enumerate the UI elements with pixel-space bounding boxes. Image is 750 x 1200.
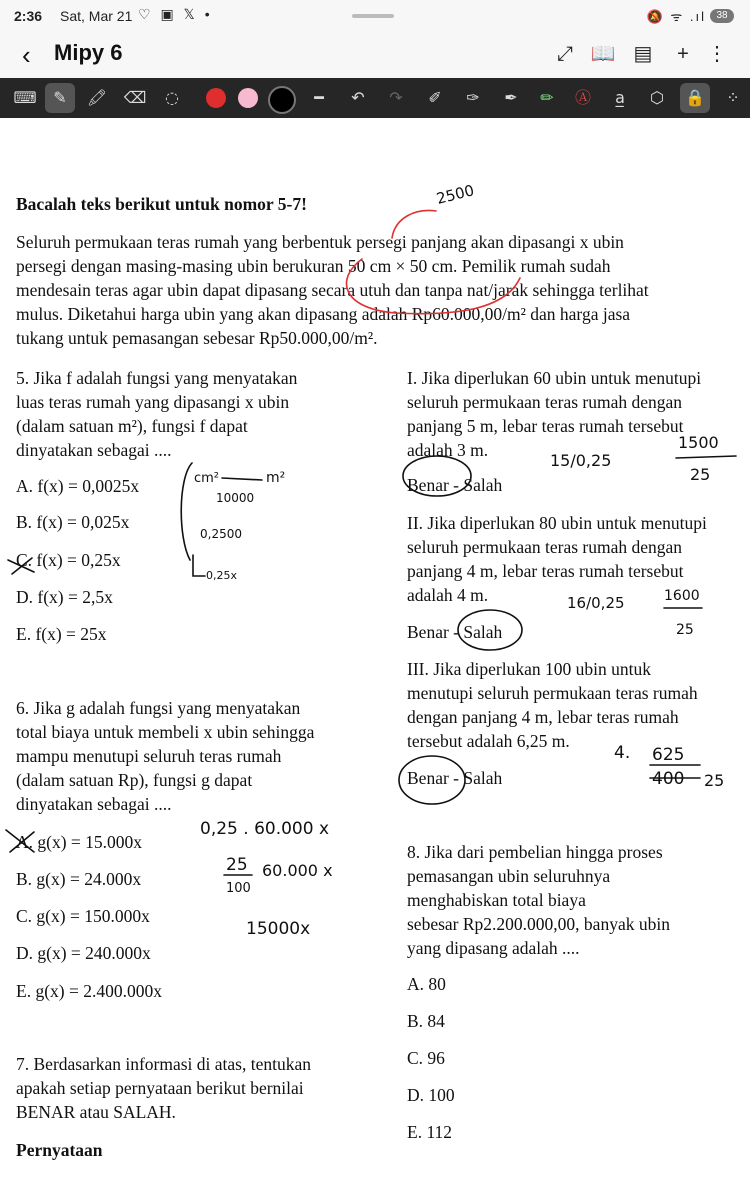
statement-1-line: seluruh permukaan teras rumah dengan: [407, 392, 683, 412]
section-heading: Bacalah teks berikut untuk nomor 5-7!: [16, 194, 307, 214]
hw-s2-frac-top: 1600: [664, 588, 700, 604]
intro-line: persegi dengan masing-masing ubin berukuran 50 cm × 50 cm. Pemilik rumah sudah: [16, 256, 611, 276]
drawing-toolbar: [0, 78, 750, 118]
statement-2-line: seluruh permukaan teras rumah dengan: [407, 537, 683, 557]
q6-line: 6. Jika g adalah fungsi yang menyatakan: [16, 698, 301, 718]
q5-line: luas teras rumah yang dipasangi x ubin: [16, 392, 290, 412]
statement-1-choice: Benar - Salah: [407, 475, 503, 495]
statements-heading: Pernyataan: [16, 1140, 103, 1160]
q8-line: yang dipasang adalah ....: [407, 938, 580, 958]
hw-arrow-2: [193, 555, 205, 576]
hw-s1-calc: 15/0,25: [550, 451, 612, 470]
q5-option-c: C. f(x) = 0,25x: [16, 550, 121, 570]
statement-2-line: adalah 4 m.: [407, 585, 489, 605]
hw-q6-d: 60.000 x: [262, 861, 333, 880]
text-box-icon[interactable]: a̲: [615, 88, 625, 107]
statement-2-choice: Benar - Salah: [407, 622, 503, 642]
hw-q5-a: cm²: [194, 471, 220, 486]
q8-option-e: E. 112: [407, 1122, 453, 1142]
q6-line: (dalam satuan Rp), fungsi g dapat: [16, 770, 253, 790]
intro-line: mendesain teras agar ubin dapat dipasang secara utuh dan tanpa nat/jarak sehingga terlihat: [16, 280, 649, 300]
statement-2-line: II. Jika diperlukan 80 ubin untuk menutupi: [407, 513, 707, 533]
hw-frac-line: [676, 456, 736, 458]
q6-line: dinyatakan sebagai ....: [16, 794, 172, 814]
hw-q5-d: 0,2500: [200, 527, 242, 541]
highlighter-icon[interactable]: 🖍: [86, 88, 108, 107]
q8-option-c: C. 96: [407, 1048, 445, 1068]
q8-line: 8. Jika dari pembelian hingga proses: [407, 842, 663, 862]
statement-1-line: adalah 3 m.: [407, 440, 489, 460]
statement-1-line: I. Jika diperlukan 60 ubin untuk menutupi: [407, 368, 702, 388]
battery-icon: 38: [710, 9, 734, 23]
q5-option-e: E. f(x) = 25x: [16, 624, 107, 644]
pen-icon[interactable]: ✎: [45, 83, 75, 113]
page-settings-icon[interactable]: ▤: [633, 43, 653, 65]
q7-line: BENAR atau SALAH.: [16, 1102, 176, 1122]
lock-icon[interactable]: 🔒: [680, 83, 710, 113]
color-pink[interactable]: [238, 88, 258, 108]
intro-line: Seluruh permukaan teras rumah yang berbentuk persegi panjang akan dipasangi x ubin: [16, 232, 624, 252]
q6-option-a: A. g(x) = 15.000x: [16, 832, 143, 852]
q5-option-a: A. f(x) = 0,0025x: [16, 476, 140, 496]
statement-3-choice: Benar - Salah: [407, 768, 503, 788]
statement-1-line: panjang 5 m, lebar teras rumah tersebut: [407, 416, 684, 436]
statement-3-line: III. Jika diperlukan 100 ubin untuk: [407, 659, 651, 679]
redo-icon[interactable]: ↷: [389, 88, 403, 107]
app-title-bar: [0, 32, 750, 78]
hw-q5-e: 0,25x: [206, 569, 238, 582]
shapes-icon[interactable]: ⬡: [650, 88, 664, 107]
hw-q5-b: m²: [266, 470, 286, 486]
q5-line: dinyatakan sebagai ....: [16, 440, 172, 460]
statement-2-line: panjang 4 m, lebar teras rumah tersebut: [407, 561, 684, 581]
eraser-icon[interactable]: ⌫: [123, 88, 147, 107]
undo-icon[interactable]: ↶: [351, 88, 365, 107]
q5-line: 5. Jika f adalah fungsi yang menyatakan: [16, 368, 298, 388]
hw-s3-a: 4.: [614, 743, 631, 763]
q5-line: (dalam satuan m²), fungsi f dapat: [16, 416, 248, 436]
book-icon[interactable]: 📖: [590, 43, 616, 65]
q5-option-d: D. f(x) = 2,5x: [16, 587, 113, 607]
multitask-handle[interactable]: [352, 14, 394, 18]
q6-option-d: D. g(x) = 240.000x: [16, 943, 151, 963]
hw-q6-b: 25: [226, 855, 248, 875]
q6-line: mampu menutupi seluruh teras rumah: [16, 746, 282, 766]
statement-3-line: menutupi seluruh permukaan teras rumah: [407, 683, 698, 703]
more-icon[interactable]: ⋮: [707, 43, 727, 65]
hw-s1-frac-bot: 25: [690, 465, 711, 484]
note-page[interactable]: [0, 118, 750, 1200]
add-icon[interactable]: +: [677, 43, 689, 65]
status-bar: [0, 0, 750, 32]
page-title: Mipy 6: [54, 40, 123, 65]
q6-option-c: C. g(x) = 150.000x: [16, 906, 150, 926]
q6-line: total biaya untuk membeli x ubin sehingga: [16, 722, 315, 742]
q5-option-b: B. f(x) = 0,025x: [16, 512, 130, 532]
q6-option-e: E. g(x) = 2.400.000x: [16, 981, 162, 1001]
hw-q6-c: 100: [226, 881, 251, 896]
stroke-width-icon[interactable]: ━: [314, 88, 324, 107]
q8-line: pemasangan ubin seluruhnya: [407, 866, 611, 886]
back-icon[interactable]: ‹: [22, 40, 31, 70]
hw-s3-b: 625: [652, 745, 685, 765]
hw-s2-frac-bot: 25: [676, 622, 694, 638]
notification-icons: ♡ ▣ 𝕏 •: [138, 6, 213, 22]
keyboard-icon[interactable]: ⌨: [13, 88, 37, 107]
hw-q6-a: 0,25 . 60.000 x: [200, 819, 330, 839]
q8-option-b: B. 84: [407, 1011, 445, 1031]
hw-bracket: [181, 463, 192, 560]
q8-option-d: D. 100: [407, 1085, 455, 1105]
q8-line: menghabiskan total biaya: [407, 890, 586, 910]
hw-arrow: [222, 478, 262, 480]
q7-line: 7. Berdasarkan informasi di atas, tentukan: [16, 1054, 311, 1074]
hw-q5-c: 10000: [216, 491, 255, 505]
grid-icon[interactable]: ⁘: [726, 88, 740, 107]
hw-top: 2500: [434, 181, 477, 208]
hw-s2-calc: 16/0,25: [567, 594, 625, 612]
text-style-icon[interactable]: Ⓐ: [574, 88, 591, 107]
intro-line: mulus. Diketahui harga ubin yang akan dipasang adalah Rp60.000,00/m² dan harga jasa: [16, 304, 631, 324]
signal-icons: 🔕 ᯤ .ıl: [646, 9, 706, 24]
q7-line: apakah setiap pernyataan berikut bernilai: [16, 1078, 304, 1098]
color-black[interactable]: [268, 86, 296, 114]
lasso-icon[interactable]: ◌: [165, 88, 179, 107]
hw-q6-e: 15000x: [246, 919, 311, 939]
expand-icon[interactable]: ⤢: [557, 43, 573, 65]
pen-plus-icon[interactable]: ✒: [504, 88, 518, 107]
color-red[interactable]: [206, 88, 226, 108]
statement-3-line: tersebut adalah 6,25 m.: [407, 731, 570, 751]
hw-s1-frac-top: 1500: [678, 433, 719, 452]
q6-option-b: B. g(x) = 24.000x: [16, 869, 142, 889]
q8-line: sebesar Rp2.200.000,00, banyak ubin: [407, 914, 670, 934]
shape-pen-icon[interactable]: ✐: [428, 88, 442, 107]
status-time: 2:36: [14, 8, 43, 24]
statement-3-line: dengan panjang 4 m, lebar teras rumah: [407, 707, 679, 727]
status-date: Sat, Mar 21: [60, 8, 133, 24]
hw-s3-c: 400: [652, 769, 685, 789]
timer-pen-icon[interactable]: ✑: [466, 88, 480, 107]
marker-icon[interactable]: ✏: [540, 88, 554, 107]
hw-s3-d: 25: [704, 771, 725, 790]
q8-option-a: A. 80: [407, 974, 446, 994]
intro-line: tukang untuk pemasangan sebesar Rp50.000,00/m².: [16, 328, 378, 348]
